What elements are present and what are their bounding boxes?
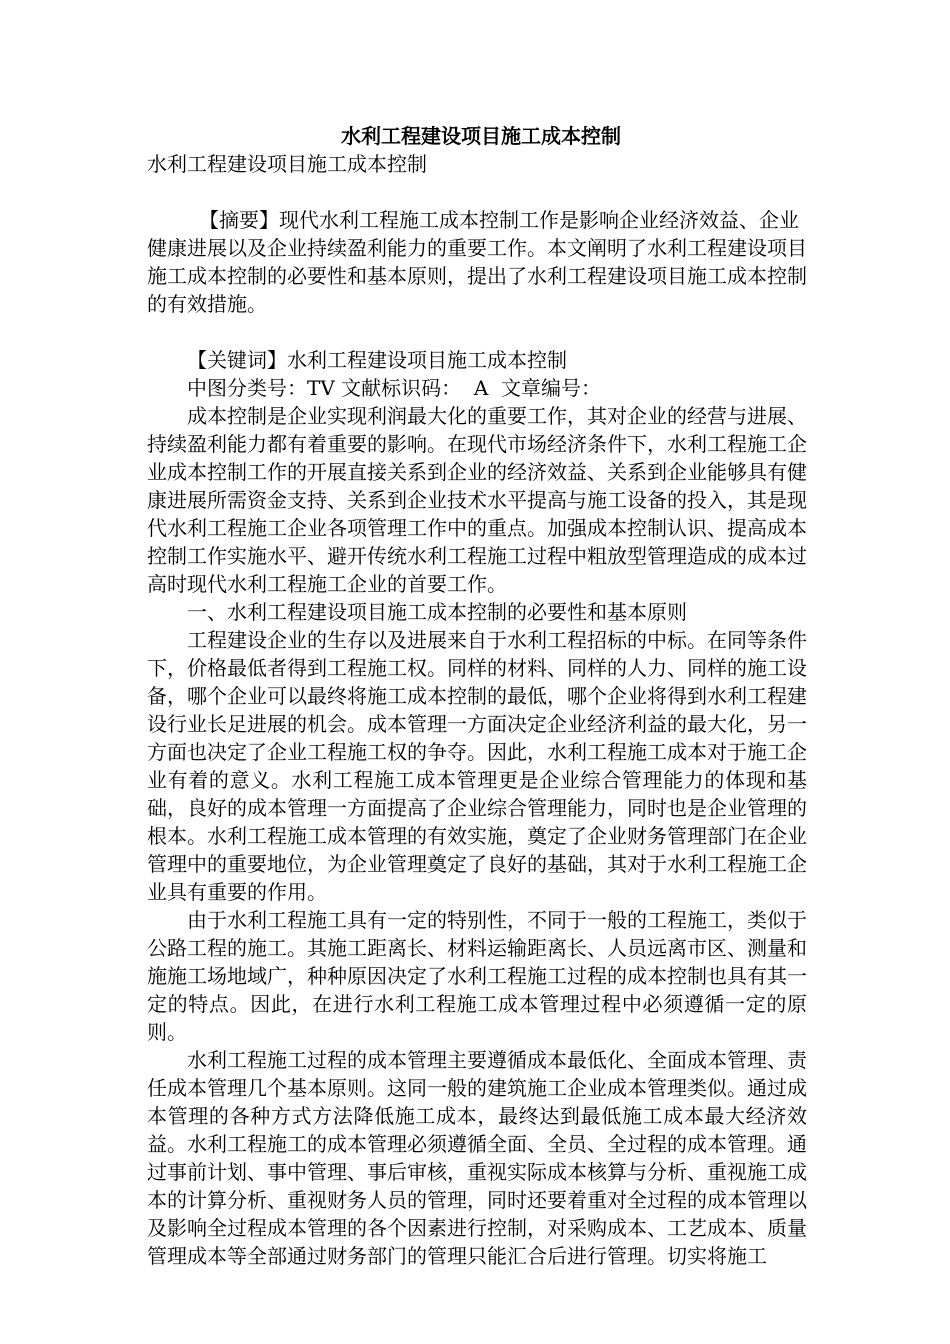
classification-line: 中图分类号：TV 文献标识码： A 文章编号：	[187, 376, 602, 400]
body-paragraph-3: 水利工程施工过程的成本管理主要遵循成本最低化、全面成本管理、责任成本管理几个基本原则。这同一般的建筑施工企业成本管理类似。通过成本管理的各种方式方法降低施工成本，最终达到最低施工成本最大经济效益。水利工程施工的成本管理必须遵循全面、全员、全过程的成本管理。通过事前计划、事中管理、事后审核，重视实际成本核算与分析、重视施工成本的计算分析、重视财务人员的管理，同时还要着重对全过程的成本管理以及影响全过程成本管理的各个因素进行控制，对采购成本、工艺成本、质量管理成本等全部通过财务部门的管理只能汇合后进行管理。切实将施工	[147, 1048, 807, 1268]
document-subtitle: 水利工程建设项目施工成本控制	[147, 152, 427, 176]
abstract-paragraph: 【摘要】现代水利工程施工成本控制工作是影响企业经济效益、企业健康进展以及企业持续盈利能力的重要工作。本文阐明了水利工程建设项目施工成本控制的必要性和基本原则，提出了水利工程建设项目施工成本控制的有效措施。	[147, 208, 807, 316]
document-page	[147, 122, 807, 1270]
body-paragraph-intro: 成本控制是企业实现利润最大化的重要工作，其对企业的经营与进展、持续盈利能力都有着重要的影响。在现代市场经济条件下，水利工程施工企业成本控制工作的开展直接关系到企业的经济效益、关系到企业能够具有健康进展所需资金支持、关系到企业技术水平提高与施工设备的投入，其是现代水利工程施工企业各项管理工作中的重点。加强成本控制认识、提高成本控制工作实施水平、避开传统水利工程施工过程中粗放型管理造成的成本过高时现代水利工程施工企业的首要工作。	[147, 404, 807, 596]
keywords-line: 【关键词】水利工程建设项目施工成本控制	[187, 348, 567, 372]
body-paragraph-2: 由于水利工程施工具有一定的特别性，不同于一般的工程施工，类似于公路工程的施工。其施工距离长、材料运输距离长、人员远离市区、测量和施施工场地域广，种种原因决定了水利工程施工过程的成本控制也具有其一定的特点。因此，在进行水利工程施工成本管理过程中必须遵循一定的原则。	[147, 908, 807, 1044]
section-heading: 一、水利工程建设项目施工成本控制的必要性和基本原则	[187, 600, 687, 624]
document-title: 水利工程建设项目施工成本控制	[341, 124, 621, 148]
body-paragraph-1: 工程建设企业的生存以及进展来自于水利工程招标的中标。在同等条件下，价格最低者得到工程施工权。同样的材料、同样的人力、同样的施工设备，哪个企业可以最终将施工成本控制的最低，哪个企业将得到水利工程建设行业长足进展的机会。成本管理一方面决定企业经济利益的最大化，另一方面也决定了企业工程施工权的争夺。因此，水利工程施工成本对于施工企业有着的意义。水利工程施工成本管理更是企业综合管理能力的体现和基础，良好的成本管理一方面提高了企业综合管理能力，同时也是企业管理的根本。水利工程施工成本管理的有效实施，奠定了企业财务管理部门在企业管理中的重要地位，为企业管理奠定了良好的基础，其对于水利工程施工企业具有重要的作用。	[147, 628, 807, 904]
